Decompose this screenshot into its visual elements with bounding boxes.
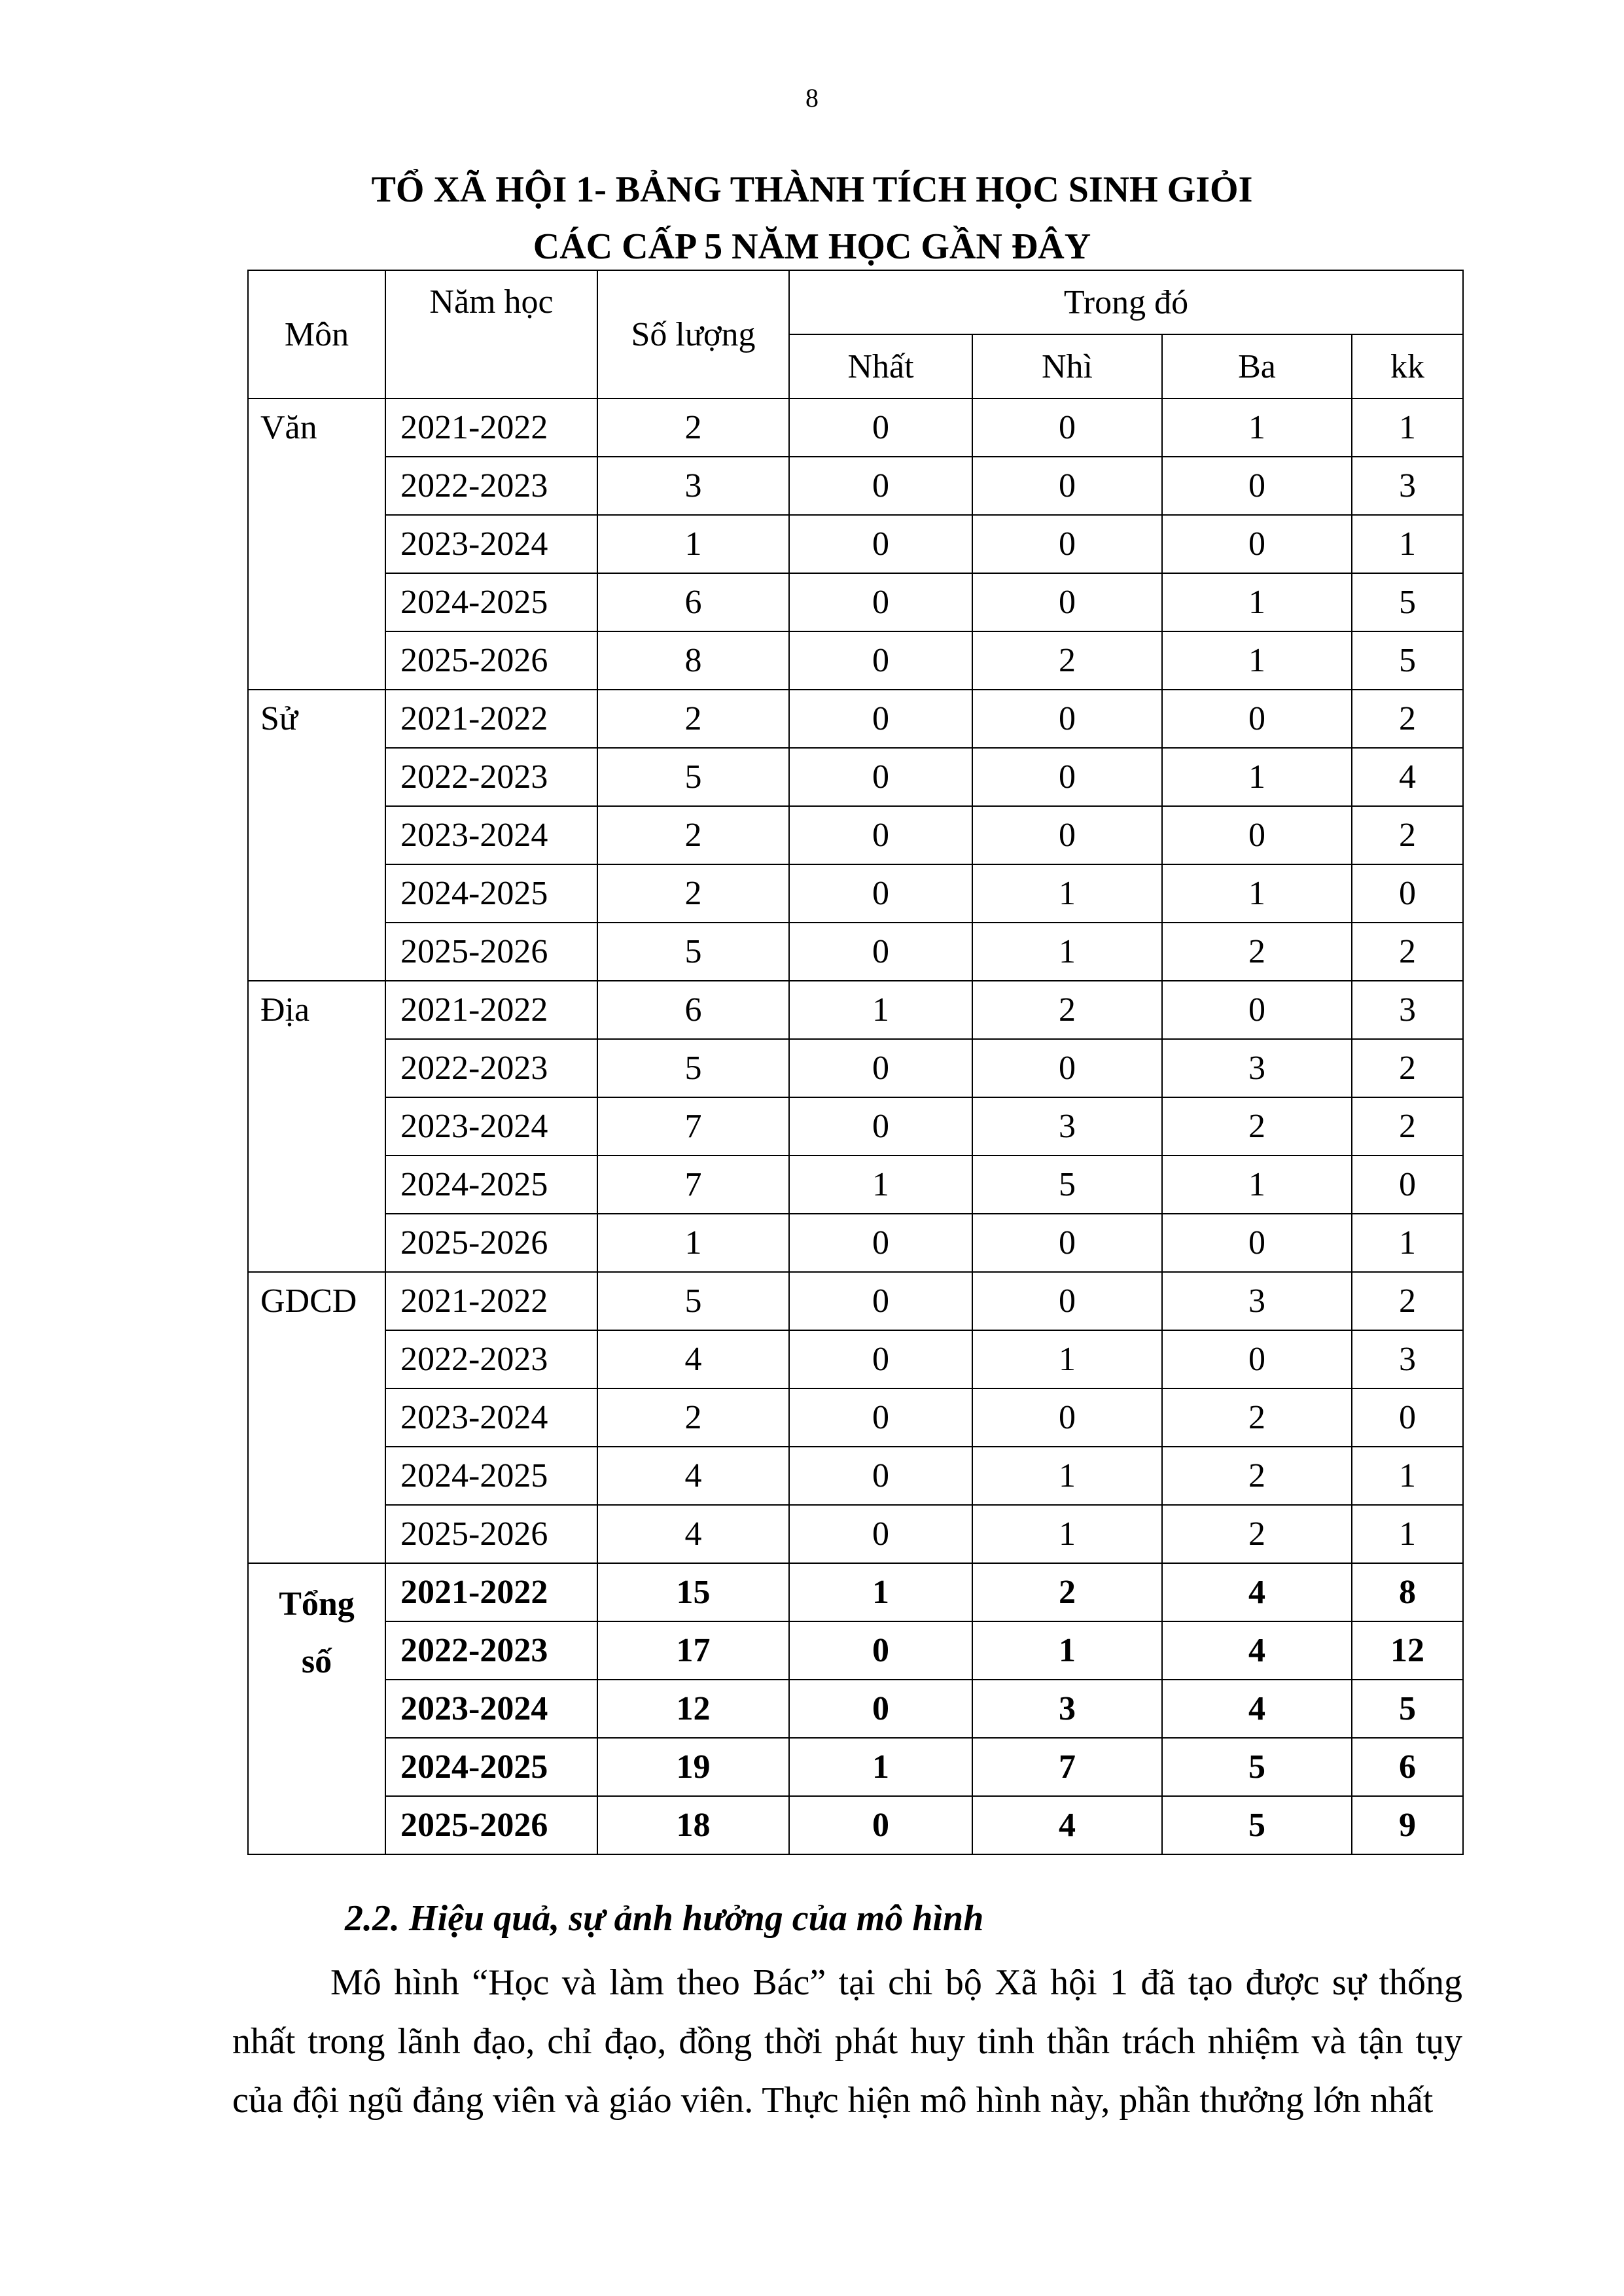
first-cell: 0: [789, 864, 972, 923]
third-cell: 4: [1162, 1563, 1352, 1621]
third-cell: 1: [1162, 631, 1352, 690]
first-cell: 0: [789, 748, 972, 806]
table-row: [248, 398, 1463, 457]
second-cell: 0: [972, 1214, 1162, 1272]
year-cell: 2021-2022: [385, 1272, 597, 1330]
third-cell: 1: [1162, 398, 1352, 457]
table-row: [248, 923, 1463, 981]
first-cell: 0: [789, 1330, 972, 1388]
count-cell: 7: [597, 1097, 789, 1156]
first-cell: 1: [789, 981, 972, 1039]
kk-cell: 8: [1352, 1563, 1463, 1621]
third-cell: 0: [1162, 1330, 1352, 1388]
kk-cell: 0: [1352, 1156, 1463, 1214]
third-cell: 5: [1162, 1738, 1352, 1796]
total-row: [248, 1680, 1463, 1738]
kk-cell: 4: [1352, 748, 1463, 806]
header-first: Nhất: [789, 334, 972, 398]
second-cell: 1: [972, 1505, 1162, 1563]
total-row: [248, 1738, 1463, 1796]
header-count: Số lượng: [597, 270, 789, 398]
table-row: [248, 981, 1463, 1039]
second-cell: 0: [972, 1272, 1162, 1330]
kk-cell: 2: [1352, 923, 1463, 981]
kk-cell: 9: [1352, 1796, 1463, 1854]
subject-cell: Địa: [248, 981, 385, 1272]
year-cell: 2022-2023: [385, 1039, 597, 1097]
third-cell: 0: [1162, 457, 1352, 515]
first-cell: 1: [789, 1738, 972, 1796]
first-cell: 0: [789, 1388, 972, 1447]
table-row: [248, 806, 1463, 864]
second-cell: 1: [972, 923, 1162, 981]
section-paragraph: Mô hình “Học và làm theo Bác” tại chi bộ Xã hội 1 đã tạo được sự thống nhất trong lãnh đạo, chỉ đạo, đồng thời phát huy tinh thần trách nhiệm và tận tụy của đội ngũ đảng viên và giáo viên. Thực hiện mô hình này, phần thưởng lớn nhất: [232, 1962, 1462, 2121]
count-cell: 4: [597, 1505, 789, 1563]
kk-cell: 3: [1352, 981, 1463, 1039]
first-cell: 0: [789, 1214, 972, 1272]
kk-cell: 5: [1352, 1680, 1463, 1738]
count-cell: 19: [597, 1738, 789, 1796]
kk-cell: 0: [1352, 1388, 1463, 1447]
first-cell: 0: [789, 923, 972, 981]
kk-cell: 2: [1352, 806, 1463, 864]
third-cell: 1: [1162, 1156, 1352, 1214]
total-row: [248, 1796, 1463, 1854]
year-cell: 2021-2022: [385, 1563, 597, 1621]
third-cell: 2: [1162, 923, 1352, 981]
second-cell: 2: [972, 631, 1162, 690]
table-row: [248, 515, 1463, 573]
year-cell: 2022-2023: [385, 748, 597, 806]
table-row: [248, 690, 1463, 748]
first-cell: 0: [789, 398, 972, 457]
third-cell: 2: [1162, 1388, 1352, 1447]
count-cell: 5: [597, 1272, 789, 1330]
year-cell: 2025-2026: [385, 923, 597, 981]
third-cell: 5: [1162, 1796, 1352, 1854]
third-cell: 4: [1162, 1621, 1352, 1680]
kk-cell: 3: [1352, 457, 1463, 515]
third-cell: 1: [1162, 748, 1352, 806]
third-cell: 1: [1162, 573, 1352, 631]
table-row: [248, 1214, 1463, 1272]
year-cell: 2023-2024: [385, 1680, 597, 1738]
second-cell: 0: [972, 457, 1162, 515]
table-row: [248, 1505, 1463, 1563]
count-cell: 2: [597, 1388, 789, 1447]
header-year: Năm học: [385, 270, 597, 398]
count-cell: 3: [597, 457, 789, 515]
table-title-line-2: CÁC CẤP 5 NĂM HỌC GẦN ĐÂY: [533, 226, 1091, 267]
kk-cell: 6: [1352, 1738, 1463, 1796]
first-cell: 0: [789, 1447, 972, 1505]
third-cell: 0: [1162, 690, 1352, 748]
count-cell: 17: [597, 1621, 789, 1680]
count-cell: 8: [597, 631, 789, 690]
first-cell: 0: [789, 573, 972, 631]
year-cell: 2022-2023: [385, 1621, 597, 1680]
subject-cell: Văn: [248, 398, 385, 690]
kk-cell: 2: [1352, 1272, 1463, 1330]
year-cell: 2025-2026: [385, 1505, 597, 1563]
second-cell: 0: [972, 515, 1162, 573]
total-row: [248, 1621, 1463, 1680]
second-cell: 0: [972, 690, 1162, 748]
kk-cell: 1: [1352, 515, 1463, 573]
second-cell: 1: [972, 1621, 1162, 1680]
second-cell: 4: [972, 1796, 1162, 1854]
header-kk: kk: [1352, 334, 1463, 398]
count-cell: 5: [597, 1039, 789, 1097]
second-cell: 2: [972, 981, 1162, 1039]
first-cell: 0: [789, 515, 972, 573]
kk-cell: 0: [1352, 864, 1463, 923]
count-cell: 1: [597, 515, 789, 573]
page-number: 8: [805, 83, 819, 113]
year-cell: 2022-2023: [385, 457, 597, 515]
third-cell: 2: [1162, 1505, 1352, 1563]
count-cell: 7: [597, 1156, 789, 1214]
first-cell: 0: [789, 1796, 972, 1854]
year-cell: 2023-2024: [385, 806, 597, 864]
second-cell: 0: [972, 398, 1162, 457]
year-cell: 2023-2024: [385, 1388, 597, 1447]
section-heading: 2.2. Hiệu quả, sự ảnh hưởng của mô hình: [345, 1898, 984, 1939]
first-cell: 0: [789, 806, 972, 864]
year-cell: 2024-2025: [385, 1738, 597, 1796]
total-row: [248, 1563, 1463, 1621]
third-cell: 0: [1162, 806, 1352, 864]
first-cell: 0: [789, 1505, 972, 1563]
table-row: [248, 1330, 1463, 1388]
kk-cell: 1: [1352, 1214, 1463, 1272]
year-cell: 2025-2026: [385, 1214, 597, 1272]
third-cell: 0: [1162, 515, 1352, 573]
second-cell: 1: [972, 1330, 1162, 1388]
count-cell: 15: [597, 1563, 789, 1621]
total-label-line-1: Tổng: [279, 1585, 355, 1623]
count-cell: 5: [597, 748, 789, 806]
table-row: [248, 748, 1463, 806]
first-cell: 0: [789, 1680, 972, 1738]
kk-cell: 1: [1352, 398, 1463, 457]
second-cell: 0: [972, 748, 1162, 806]
table-row: [248, 1388, 1463, 1447]
subject-cell: GDCD: [248, 1272, 385, 1563]
table-row: [248, 1039, 1463, 1097]
kk-cell: 5: [1352, 631, 1463, 690]
table-row: [248, 573, 1463, 631]
second-cell: 1: [972, 864, 1162, 923]
total-label-line-2: số: [301, 1643, 332, 1680]
second-cell: 7: [972, 1738, 1162, 1796]
kk-cell: 5: [1352, 573, 1463, 631]
third-cell: 4: [1162, 1680, 1352, 1738]
header-second: Nhì: [972, 334, 1162, 398]
count-cell: 4: [597, 1330, 789, 1388]
year-cell: 2021-2022: [385, 981, 597, 1039]
count-cell: 4: [597, 1447, 789, 1505]
first-cell: 1: [789, 1156, 972, 1214]
year-cell: 2025-2026: [385, 1796, 597, 1854]
table-row: [248, 1156, 1463, 1214]
first-cell: 0: [789, 1039, 972, 1097]
year-cell: 2024-2025: [385, 573, 597, 631]
year-cell: 2021-2022: [385, 398, 597, 457]
second-cell: 5: [972, 1156, 1162, 1214]
table-body: [248, 398, 1463, 1854]
first-cell: 1: [789, 1563, 972, 1621]
third-cell: 0: [1162, 981, 1352, 1039]
table-row: [248, 1097, 1463, 1156]
year-cell: 2024-2025: [385, 864, 597, 923]
second-cell: 0: [972, 573, 1162, 631]
first-cell: 0: [789, 1097, 972, 1156]
header-of-which: Trong đó: [789, 270, 1463, 334]
count-cell: 2: [597, 864, 789, 923]
first-cell: 0: [789, 690, 972, 748]
table-row: [248, 457, 1463, 515]
third-cell: 2: [1162, 1097, 1352, 1156]
second-cell: 2: [972, 1563, 1162, 1621]
first-cell: 0: [789, 1621, 972, 1680]
results-table: [247, 270, 1464, 1855]
header-third: Ba: [1162, 334, 1352, 398]
year-cell: 2023-2024: [385, 1097, 597, 1156]
table-header: [248, 270, 1463, 398]
first-cell: 0: [789, 1272, 972, 1330]
year-cell: 2021-2022: [385, 690, 597, 748]
subject-cell: Sử: [248, 690, 385, 981]
table-row: [248, 1272, 1463, 1330]
table-title-line-1: TỔ XÃ HỘI 1- BẢNG THÀNH TÍCH HỌC SINH GIỎI: [371, 169, 1253, 210]
count-cell: 2: [597, 398, 789, 457]
second-cell: 0: [972, 1388, 1162, 1447]
count-cell: 2: [597, 690, 789, 748]
count-cell: 12: [597, 1680, 789, 1738]
first-cell: 0: [789, 457, 972, 515]
count-cell: 6: [597, 981, 789, 1039]
kk-cell: 1: [1352, 1447, 1463, 1505]
third-cell: 2: [1162, 1447, 1352, 1505]
year-cell: 2022-2023: [385, 1330, 597, 1388]
kk-cell: 2: [1352, 690, 1463, 748]
year-cell: 2024-2025: [385, 1156, 597, 1214]
count-cell: 1: [597, 1214, 789, 1272]
table-row: [248, 864, 1463, 923]
first-cell: 0: [789, 631, 972, 690]
second-cell: 1: [972, 1447, 1162, 1505]
count-cell: 6: [597, 573, 789, 631]
count-cell: 18: [597, 1796, 789, 1854]
count-cell: 2: [597, 806, 789, 864]
year-cell: 2024-2025: [385, 1447, 597, 1505]
table-row: [248, 1447, 1463, 1505]
kk-cell: 2: [1352, 1039, 1463, 1097]
second-cell: 0: [972, 1039, 1162, 1097]
third-cell: 3: [1162, 1039, 1352, 1097]
kk-cell: 2: [1352, 1097, 1463, 1156]
count-cell: 5: [597, 923, 789, 981]
second-cell: 3: [972, 1680, 1162, 1738]
second-cell: 3: [972, 1097, 1162, 1156]
kk-cell: 1: [1352, 1505, 1463, 1563]
third-cell: 0: [1162, 1214, 1352, 1272]
year-cell: 2023-2024: [385, 515, 597, 573]
third-cell: 1: [1162, 864, 1352, 923]
header-subject: Môn: [248, 270, 385, 398]
kk-cell: 3: [1352, 1330, 1463, 1388]
table-row: [248, 631, 1463, 690]
second-cell: 0: [972, 806, 1162, 864]
year-cell: 2025-2026: [385, 631, 597, 690]
kk-cell: 12: [1352, 1621, 1463, 1680]
total-label-cell: [248, 1563, 385, 1854]
third-cell: 3: [1162, 1272, 1352, 1330]
